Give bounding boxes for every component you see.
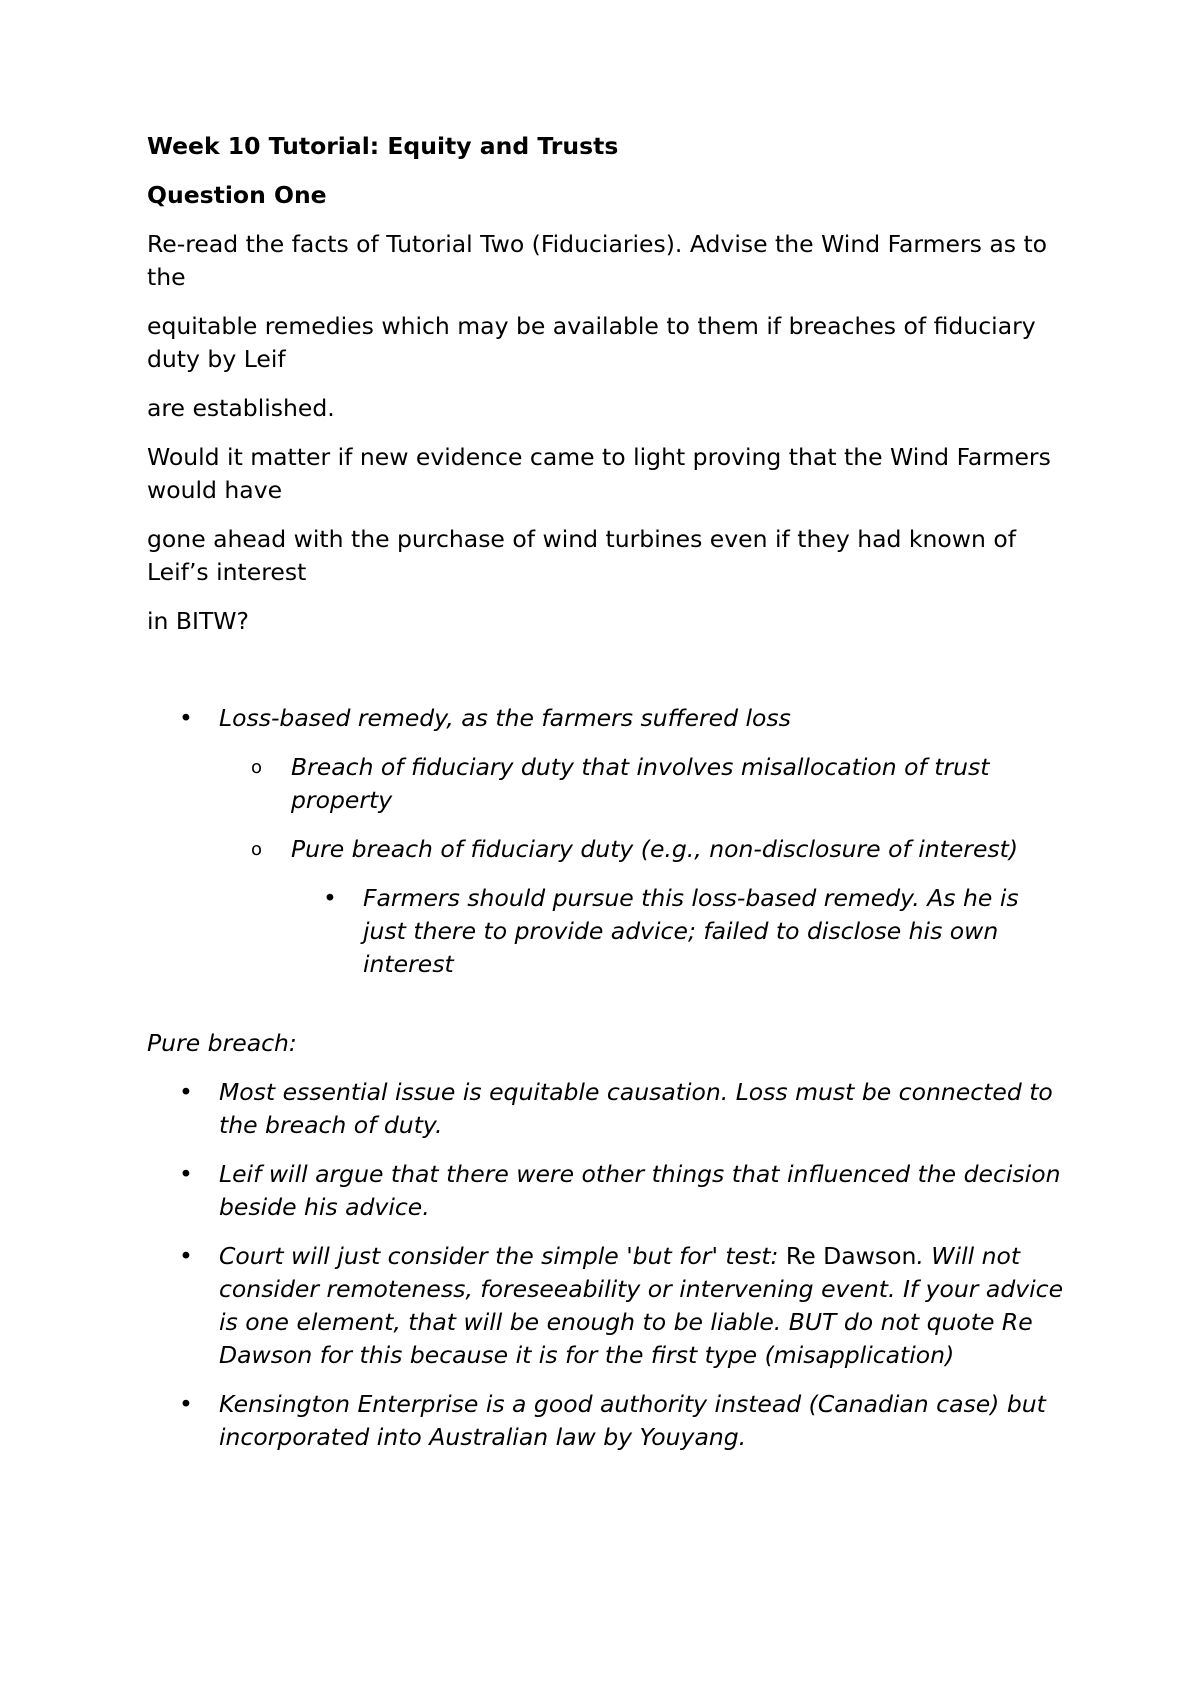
bullet-icon: • — [179, 1390, 193, 1418]
list-item-misallocation — [147, 751, 1067, 817]
list-item-text: Pure breach of fiduciary duty (e.g., non-disclosure of interest) — [291, 835, 1019, 863]
list-item-text: Breach of fiduciary duty that involves misallocation of trust property — [291, 753, 990, 814]
list-item-text: Leif will argue that there were other things that influenced the decision beside his advice. — [219, 1160, 1061, 1221]
pure-breach-heading: Pure breach: — [147, 1029, 297, 1057]
text-segment: . Will not consider remoteness, foreseeability or intervening event. If your advice is one element, that will be enough to be liable. BUT do not quote Re Dawson for this because it is for the first type (misapplication) — [219, 1242, 1064, 1369]
bullet-icon: • — [179, 1242, 193, 1270]
list-item-pursue-remedy — [147, 882, 1067, 981]
list-item-causation — [147, 1076, 1067, 1142]
list-item-kensington — [147, 1388, 1067, 1454]
text-segment: Court will just consider the simple 'but for' test: — [219, 1242, 786, 1270]
question-line-2: equitable remedies which may be available to them if breaches of fiduciary duty by Leif — [147, 312, 1036, 373]
bullet-icon: • — [179, 1078, 193, 1106]
question-heading: Question One — [147, 181, 327, 209]
question-line-1: Re-read the facts of Tutorial Two (Fiduciaries). Advise the Wind Farmers as to the — [147, 230, 1048, 291]
bullet-icon: • — [323, 884, 337, 912]
list-item-text: Kensington Enterprise is a good authority instead (Canadian case) but incorporated into Australian law by Youyang. — [219, 1390, 1046, 1451]
question-line-3: are established. — [147, 394, 335, 422]
bullet-icon: • — [179, 704, 193, 732]
list-item-text: Most essential issue is equitable causation. Loss must be connected to the breach of duty. — [219, 1078, 1053, 1139]
spacer — [147, 997, 1067, 1027]
circle-bullet-icon: o — [251, 839, 263, 860]
question-line-4: Would it matter if new evidence came to light proving that the Wind Farmers would have — [147, 443, 1051, 504]
list-item-pure-breach — [147, 833, 1067, 866]
question-line-5: gone ahead with the purchase of wind turbines even if they had known of Leif’s interest — [147, 525, 1016, 586]
question-line-6: in BITW? — [147, 607, 250, 635]
list-item-text: Farmers should pursue this loss-based remedy. As he is just there to provide advice; failed to disclose his own interest — [363, 884, 1019, 978]
document-title: Week 10 Tutorial: Equity and Trusts — [147, 132, 619, 160]
list-item-text: Loss-based remedy, as the farmers suffered loss — [219, 704, 791, 732]
list-item-but-for-test — [147, 1240, 1067, 1372]
list-item-text — [219, 1242, 1063, 1369]
circle-bullet-icon: o — [251, 757, 263, 778]
document-page — [147, 130, 1067, 1470]
case-name: Re Dawson — [785, 1242, 917, 1270]
list-item-remedy — [147, 702, 1067, 735]
list-item-leif-argument — [147, 1158, 1067, 1224]
spacer — [147, 654, 1067, 702]
bullet-icon: • — [179, 1160, 193, 1188]
